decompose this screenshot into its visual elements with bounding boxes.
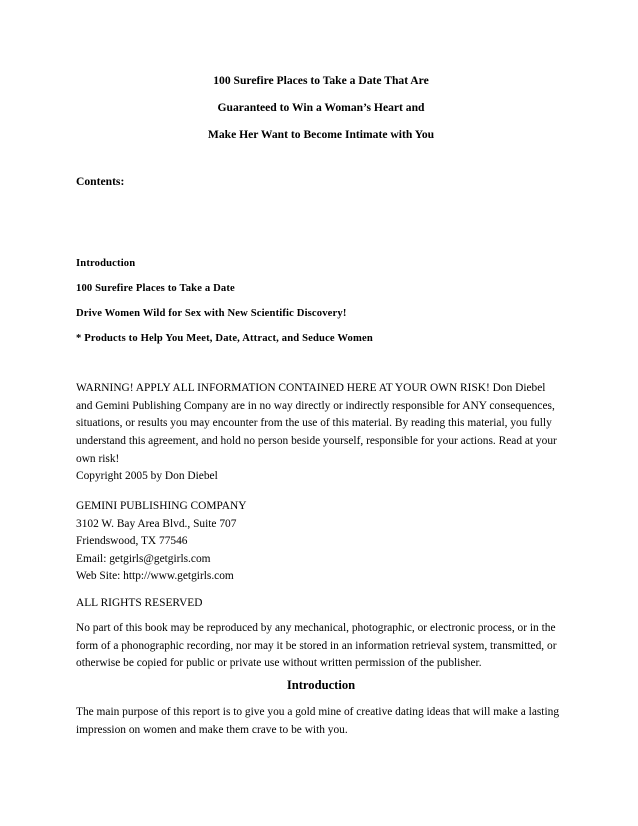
- warning-line: and Gemini Publishing Company are in no way directly or indirectly responsible for ANY consequences,: [76, 399, 555, 412]
- publisher-address-1: 3102 W. Bay Area Blvd., Suite 707: [76, 517, 237, 530]
- rights-line: No part of this book may be reproduced by any mechanical, photographic, or electronic process, or in the: [76, 622, 556, 634]
- toc-item-discovery: Drive Women Wild for Sex with New Scientific Discovery!: [76, 308, 347, 319]
- toc-item-products: * Products to Help You Meet, Date, Attract, and Seduce Women: [76, 333, 373, 344]
- publisher-email: Email: getgirls@getgirls.com: [76, 553, 211, 566]
- warning-line: WARNING! APPLY ALL INFORMATION CONTAINED HERE AT YOUR OWN RISK! Don Diebel: [76, 382, 546, 394]
- toc-item-introduction: Introduction: [76, 258, 136, 269]
- website-text: Web Site: http://www.getgirls.com: [76, 570, 234, 582]
- intro-line: The main purpose of this report is to give you a gold mine of creative dating ideas that will make a lasting: [76, 706, 560, 718]
- rights-paragraph: [76, 620, 566, 673]
- rights-reserved: ALL RIGHTS RESERVED: [76, 597, 203, 609]
- warning-line: own risk!: [76, 452, 120, 465]
- intro-line: impression on women and make them crave to be with you.: [76, 723, 348, 736]
- publisher-block: [76, 498, 566, 569]
- introduction-heading: Introduction: [286, 678, 356, 692]
- copyright-text: Copyright 2005 by Don Diebel: [76, 470, 218, 482]
- publisher-name: GEMINI PUBLISHING COMPANY: [76, 500, 247, 512]
- publisher-address-2: Friendswood, TX 77546: [76, 535, 188, 548]
- rights-line: otherwise be copied for public or private use without written permission of the publisher.: [76, 657, 482, 670]
- warning-paragraph: [76, 380, 566, 469]
- contents-label: Contents:: [76, 175, 125, 188]
- toc-item-places: 100 Surefire Places to Take a Date: [76, 283, 235, 294]
- warning-line: situations, or results you may encounter from the use of this material. By reading this material, you fully: [76, 417, 552, 430]
- rights-line: form of a phonographic recording, nor may it be stored in an information retrieval system, transmitted, or: [76, 639, 557, 652]
- title-line-3: Make Her Want to Become Intimate with You: [207, 128, 435, 141]
- document-page: [76, 0, 566, 826]
- warning-line: understand this agreement, and hold no person beside yourself, responsible for your actions. Read at your: [76, 435, 557, 448]
- title-line-1: 100 Surefire Places to Take a Date That Are: [213, 74, 429, 87]
- introduction-paragraph: [76, 704, 566, 739]
- title-line-2: Guaranteed to Win a Woman’s Heart and: [217, 101, 425, 114]
